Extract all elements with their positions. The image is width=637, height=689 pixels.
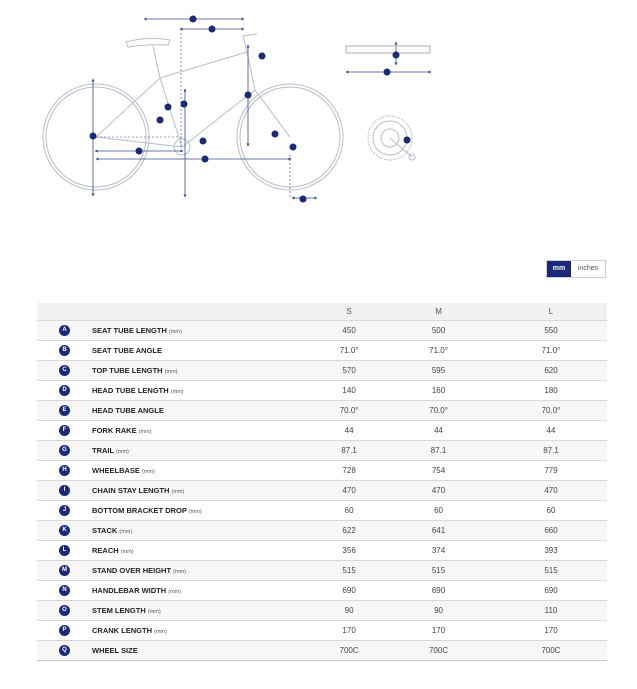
letter-badge: M: [59, 565, 70, 576]
row-letter-cell: [37, 320, 92, 340]
table-row: [37, 440, 607, 460]
header-size-l: L: [548, 306, 554, 316]
row-name: WHEELBASE: [92, 465, 140, 475]
row-name-cell: [92, 600, 316, 620]
row-letter-cell: [37, 460, 92, 480]
row-name: TOP TUBE LENGTH: [92, 365, 163, 375]
value-cell-l: 620: [544, 365, 558, 375]
row-unit: (mm): [154, 628, 167, 635]
row-letter-cell: [37, 340, 92, 360]
letter-badge: B: [59, 345, 70, 356]
row-letter-cell: [37, 560, 92, 580]
row-name: STAND OVER HEIGHT: [92, 565, 172, 575]
value-cell-l: 700C: [541, 645, 561, 655]
value-cell-m: 515: [431, 565, 446, 575]
row-name-cell: [92, 440, 316, 460]
value-cell-m: 160: [431, 385, 446, 395]
table-body: [37, 320, 607, 660]
letter-badge: P: [59, 625, 70, 636]
value-cell-l: 779: [544, 465, 558, 475]
row-letter-cell: [37, 580, 92, 600]
table-row: [37, 600, 607, 620]
table-row: [37, 640, 607, 660]
value-cell-l: 393: [544, 545, 558, 555]
value-cell-s: 71.0°: [339, 345, 359, 355]
row-letter-cell: [37, 540, 92, 560]
value-cell-l: 71.0°: [541, 345, 561, 355]
letter-badge: C: [59, 365, 70, 376]
header-name: [92, 303, 316, 320]
geometry-table: [37, 303, 607, 661]
row-letter-cell: [37, 440, 92, 460]
row-name-cell: [92, 560, 316, 580]
row-letter-cell: [37, 380, 92, 400]
row-unit: (mm): [138, 428, 152, 435]
letter-badge: I: [59, 485, 70, 496]
table-row: [37, 400, 607, 420]
row-letter-cell: [37, 520, 92, 540]
value-cell-m: 87.1: [430, 445, 447, 455]
value-cell-m: 595: [431, 365, 446, 375]
letter-badge: A: [59, 325, 70, 336]
table-row: [37, 320, 607, 340]
table-row: [37, 480, 607, 500]
value-cell-s: 470: [342, 485, 356, 495]
header-letter: [37, 303, 92, 320]
letter-badge: O: [59, 605, 70, 616]
row-name: STACK: [92, 525, 118, 535]
row-name-cell: [92, 480, 316, 500]
letter-badge: H: [59, 465, 70, 476]
value-cell-m: 374: [431, 545, 446, 555]
row-name: CRANK LENGTH: [92, 625, 153, 635]
row-name-cell: [92, 640, 316, 660]
letter-badge: Q: [59, 645, 70, 656]
table-row: [37, 420, 607, 440]
unit-inches-button[interactable]: inches: [571, 261, 605, 277]
row-name-cell: [92, 400, 316, 420]
value-cell-s: 140: [342, 385, 356, 395]
row-name: TRAIL: [92, 445, 114, 455]
value-cell-s: 356: [342, 545, 356, 555]
row-name-cell: [92, 540, 316, 560]
header-size-s: S: [346, 306, 352, 316]
value-cell-l: 110: [544, 605, 558, 615]
row-letter-cell: [37, 500, 92, 520]
header-size-m: M: [435, 306, 442, 316]
value-cell-s: 44: [344, 425, 354, 435]
table-row: [37, 340, 607, 360]
row-name: CHAIN STAY LENGTH: [92, 485, 170, 495]
value-cell-l: 660: [544, 525, 558, 535]
row-letter-cell: [37, 480, 92, 500]
handlebar-top-view: [346, 46, 430, 53]
value-cell-s: 700C: [339, 645, 359, 655]
value-cell-m: 700C: [428, 645, 449, 655]
value-cell-s: 60: [344, 505, 354, 515]
row-letter-cell: [37, 360, 92, 380]
row-letter-cell: [37, 400, 92, 420]
row-unit: (mm): [188, 508, 202, 515]
letter-badge: E: [59, 405, 70, 416]
value-cell-m: 690: [431, 585, 446, 595]
value-cell-m: 754: [431, 465, 446, 475]
value-cell-l: 180: [544, 385, 558, 395]
value-cell-s: 728: [342, 465, 356, 475]
value-cell-m: 641: [431, 525, 446, 535]
row-unit: (mm): [120, 548, 134, 555]
row-name-cell: [92, 460, 316, 480]
row-unit: (mm): [164, 368, 178, 375]
letter-badge: D: [59, 385, 70, 396]
row-name-cell: [92, 380, 316, 400]
table-row: [37, 460, 607, 480]
value-cell-s: 450: [342, 325, 356, 335]
row-name: HANDLEBAR WIDTH: [92, 585, 167, 595]
unit-toggle: [546, 260, 606, 278]
row-letter-cell: [37, 420, 92, 440]
row-name: HEAD TUBE LENGTH: [92, 385, 169, 395]
value-cell-m: 500: [431, 325, 446, 335]
value-cell-l: 690: [544, 585, 558, 595]
unit-mm-button[interactable]: mm: [547, 261, 571, 277]
row-unit: (mm): [119, 528, 133, 535]
row-unit: (mm): [173, 568, 186, 575]
value-cell-s: 90: [344, 605, 354, 615]
row-name-cell: [92, 620, 316, 640]
value-cell-m: 170: [431, 625, 446, 635]
table-header-row: [37, 303, 607, 320]
letter-badge: K: [59, 525, 70, 536]
row-name: HEAD TUBE ANGLE: [92, 405, 164, 415]
row-name-cell: [92, 420, 316, 440]
value-cell-m: 71.0°: [429, 345, 448, 355]
letter-badge: L: [59, 545, 70, 556]
value-cell-m: 70.0°: [429, 405, 448, 415]
table-row: [37, 560, 607, 580]
table-row: [37, 540, 607, 560]
row-name: SEAT TUBE ANGLE: [92, 345, 163, 355]
value-cell-s: 170: [342, 625, 356, 635]
row-name: SEAT TUBE LENGTH: [92, 325, 167, 335]
value-cell-l: 550: [544, 325, 558, 335]
table-row: [37, 500, 607, 520]
value-cell-m: 470: [431, 485, 446, 495]
value-cell-l: 87.1: [543, 445, 559, 455]
row-name-cell: [92, 580, 316, 600]
table-row: [37, 380, 607, 400]
value-cell-l: 470: [544, 485, 558, 495]
row-unit: (mm): [168, 588, 182, 595]
value-cell-s: 570: [342, 365, 356, 375]
row-unit: (mm): [170, 388, 184, 395]
letter-badge: F: [59, 425, 70, 436]
row-unit: (mm): [147, 608, 161, 615]
row-name-cell: [92, 520, 316, 540]
value-cell-l: 515: [544, 565, 558, 575]
value-cell-l: 70.0°: [541, 405, 561, 415]
table-row: [37, 580, 607, 600]
value-cell-s: 70.0°: [339, 405, 359, 415]
row-letter-cell: [37, 620, 92, 640]
row-name: WHEEL SIZE: [92, 645, 138, 655]
bike-geometry-diagram: [0, 0, 637, 215]
table-row: [37, 360, 607, 380]
value-cell-s: 87.1: [341, 445, 357, 455]
value-cell-m: 90: [434, 605, 443, 615]
row-unit: (mm): [168, 328, 182, 335]
row-unit: (mm): [142, 468, 155, 475]
bike-frame-drawing: [43, 34, 343, 190]
row-name-cell: [92, 500, 316, 520]
row-name-cell: [92, 340, 316, 360]
value-cell-l: 60: [546, 505, 556, 515]
row-name: BOTTOM BRACKET DROP: [92, 505, 187, 515]
table-row: [37, 620, 607, 640]
row-name: REACH: [92, 545, 119, 555]
value-cell-m: 60: [434, 505, 443, 515]
row-letter-cell: [37, 640, 92, 660]
value-cell-l: 44: [546, 425, 556, 435]
value-cell-s: 690: [342, 585, 356, 595]
row-letter-cell: [37, 600, 92, 620]
letter-badge: J: [59, 505, 70, 516]
letter-badge: N: [59, 585, 70, 596]
value-cell-m: 44: [434, 425, 443, 435]
row-unit: (mm): [171, 488, 185, 495]
value-cell-s: 622: [342, 525, 356, 535]
letter-badge: G: [59, 445, 70, 456]
value-cell-l: 170: [544, 625, 558, 635]
table-row: [37, 520, 607, 540]
row-name-cell: [92, 360, 316, 380]
value-cell-s: 515: [342, 565, 356, 575]
row-name: FORK RAKE: [92, 425, 137, 435]
row-unit: (mm): [116, 448, 129, 455]
row-name: STEM LENGTH: [92, 605, 146, 615]
row-name-cell: [92, 320, 316, 340]
